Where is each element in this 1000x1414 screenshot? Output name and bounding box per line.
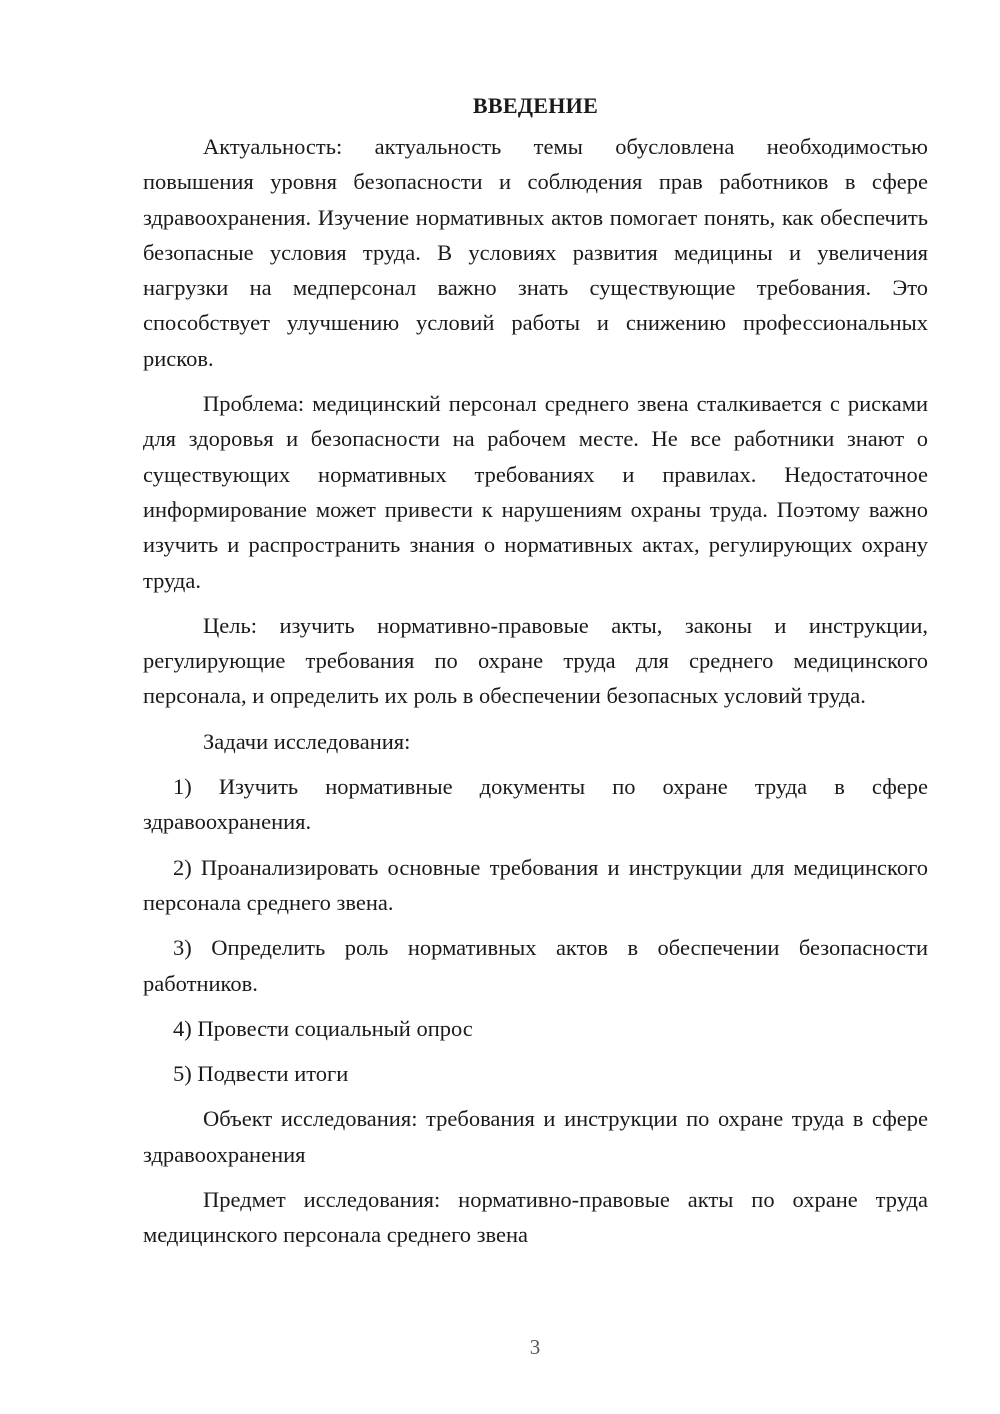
page-title: ВВЕДЕНИЕ (472, 93, 599, 118)
paragraph-problem: Проблема: медицинский персонал среднего звена сталкивается с рисками для здоровья и безопасности на рабочем месте. Не все работники знают о существующих нормативных требованиях и правилах. Недостаточное информирование может привести к нарушениям охраны труда. Поэтому важно изучить и распространить знания о нормативных актах, регулирующих охрану труда. (143, 391, 928, 593)
paragraph-goal: Цель: изучить нормативно-правовые акты, законы и инструкции, регулирующие требования по охране труда для среднего медицинского персонала, и определить их роль в обеспечении безопасных условий труда. (143, 612, 928, 709)
tasks-list (143, 769, 928, 1091)
task-item-2: 2) Проанализировать основные требования и инструкции для медицинского персонала среднего звена. (143, 854, 928, 915)
paragraph-subject: Предмет исследования: нормативно-правовые акты по охране труда медицинского персонала среднего звена (143, 1187, 928, 1248)
paragraph-relevance: Актуальность: актуальность темы обусловлена необходимостью повышения уровня безопасности и соблюдения прав работников в сфере здравоохранения. Изучение нормативных актов помогает понять, как обеспечить безопасные условия труда. В условиях развития медицины и увеличения нагрузки на медперсонал важно знать существующие требования. Это способствует улучшению условий работы и снижению профессиональных рисков. (143, 134, 928, 371)
task-item-5: 5) Подвести итоги (173, 1061, 349, 1087)
page-number: 3 (529, 1335, 541, 1359)
page-content (143, 88, 928, 1263)
paragraph-object: Объект исследования: требования и инструкции по охране труда в сфере здравоохранения (143, 1106, 928, 1167)
tasks-heading: Задачи исследования: (203, 728, 411, 754)
task-item-4: 4) Провести социальный опрос (173, 1015, 473, 1041)
task-item-3: 3) Определить роль нормативных актов в обеспечении безопасности работников. (143, 935, 928, 996)
task-item-1: 1) Изучить нормативные документы по охране труда в сфере здравоохранения. (143, 774, 928, 835)
